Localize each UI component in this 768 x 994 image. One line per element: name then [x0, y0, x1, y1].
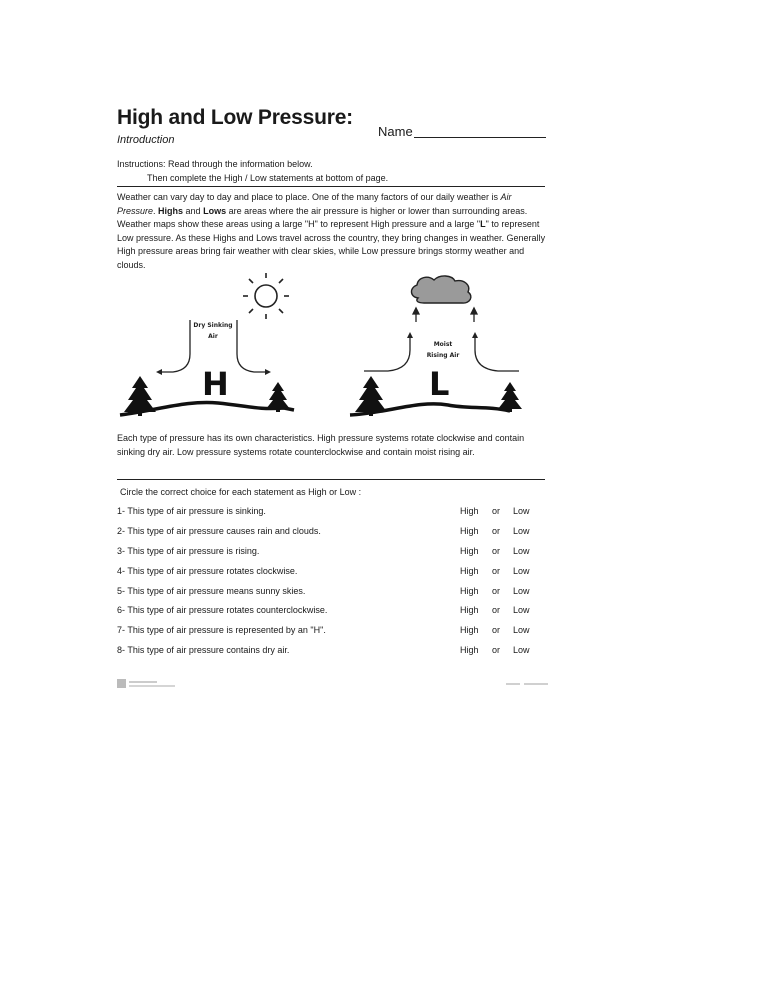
choice-low[interactable]: Low [513, 605, 530, 615]
name-label: Name [378, 124, 413, 139]
divider-rule-2 [117, 479, 545, 480]
moist-rising-label-1: Moist [433, 341, 453, 348]
question-text: 4- This type of air pressure rotates clockwise. [117, 566, 298, 576]
choice-high[interactable]: High [460, 526, 479, 536]
page-title: High and Low Pressure: [117, 106, 353, 129]
question-text: 7- This type of air pressure is represented by an "H". [117, 625, 326, 635]
choice-low[interactable]: Low [513, 586, 530, 596]
question-text: 6- This type of air pressure rotates counterclockwise. [117, 605, 328, 615]
choice-low[interactable]: Low [513, 526, 530, 536]
choice-low[interactable]: Low [513, 546, 530, 556]
question-text: 2- This type of air pressure causes rain and clouds. [117, 526, 321, 536]
choice-low[interactable]: Low [513, 645, 530, 655]
choice-or: or [492, 566, 501, 576]
choice-or: or [492, 506, 501, 516]
choice-or: or [492, 526, 501, 536]
choice-or: or [492, 625, 501, 635]
question-text: 8- This type of air pressure contains dry air. [117, 645, 290, 655]
choice-high[interactable]: High [460, 546, 479, 556]
dry-sinking-label-2: Air [208, 333, 218, 340]
dry-sinking-label-1: Dry Sinking [193, 322, 233, 329]
cloud-icon [411, 276, 470, 303]
choice-high[interactable]: High [460, 566, 479, 576]
low-letter: L [429, 365, 450, 403]
high-letter: H [202, 365, 229, 403]
up-arrows [413, 308, 477, 322]
choice-or: or [492, 546, 501, 556]
divider-rule [117, 186, 545, 187]
tree-icon-2 [266, 382, 290, 412]
tree-icon-4 [498, 382, 522, 412]
moist-rising-label-2: Rising Air [426, 352, 460, 359]
characteristics-paragraph: Each type of pressure has its own characteristics. High pressure systems rotate clockwise and contain sinking dry air. Low pressure systems rotate counterclockwise and contain moist rising air. [117, 433, 525, 457]
choice-high[interactable]: High [460, 506, 479, 516]
instructions-line-2: Then complete the High / Low statements at bottom of page. [147, 173, 389, 183]
choice-high[interactable]: High [460, 645, 479, 655]
choice-or: or [492, 605, 501, 615]
circle-instructions: Circle the correct choice for each statement as High or Low : [120, 487, 362, 497]
question-text: 5- This type of air pressure means sunny skies. [117, 586, 306, 596]
question-text: 3- This type of air pressure is rising. [117, 546, 260, 556]
choice-low[interactable]: Low [513, 625, 530, 635]
tree-icon-1 [124, 376, 156, 416]
instructions-line-1: Instructions: Read through the information below. [117, 159, 313, 169]
choice-or: or [492, 586, 501, 596]
choice-high[interactable]: High [460, 625, 479, 635]
choice-high[interactable]: High [460, 605, 479, 615]
pressure-diagram [118, 272, 530, 422]
rising-arrowheads [407, 332, 478, 338]
sun-icon [243, 273, 289, 319]
intro-paragraph: Weather can vary day to day and place to place. One of the many factors of our daily weather is Air Pressure. Highs and Lows are areas where the air pressure is higher or lower than surrounding areas. Weather maps show these areas using a large "H" to represent High pressure and a large "L" to represent Low pressure. As these Highs and Lows travel across the country, they bring changes in weather. Generally High pressure areas bring fair weather with clear skies, while Low pressure brings stormy weather and clouds. [117, 192, 546, 270]
page-subtitle: Introduction [117, 134, 175, 146]
tree-icon-3 [355, 376, 387, 416]
choice-low[interactable]: Low [513, 566, 530, 576]
choice-or: or [492, 645, 501, 655]
question-text: 1- This type of air pressure is sinking. [117, 506, 266, 516]
name-field-line[interactable] [414, 137, 546, 138]
choice-high[interactable]: High [460, 586, 479, 596]
publisher-logo-icon [117, 678, 207, 690]
copyright-mark-icon [506, 680, 550, 688]
choice-low[interactable]: Low [513, 506, 530, 516]
